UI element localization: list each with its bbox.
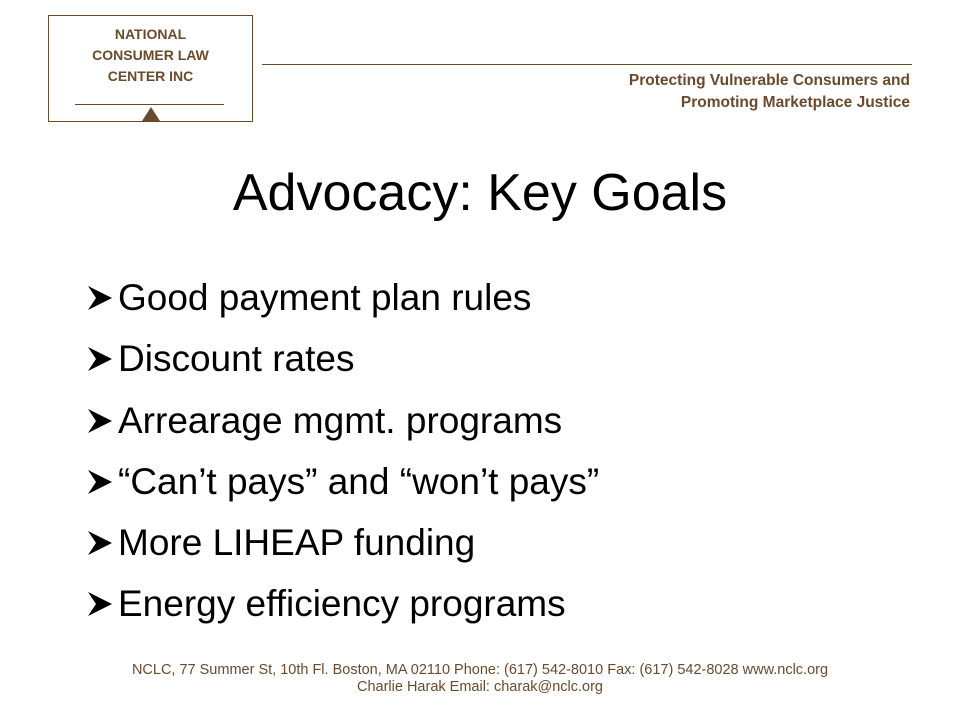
footer-contact-line: NCLC, 77 Summer St, 10th Fl. Boston, MA 02110 Phone: (617) 542-8010 Fax: (617) 542-8028 www.nclc.org bbox=[131, 662, 829, 678]
slide-title: Advocacy: Key Goals bbox=[232, 164, 728, 222]
list-item-text: Discount rates bbox=[118, 338, 355, 380]
arrowhead-bullet-icon bbox=[86, 590, 114, 618]
logo-line-3: CENTER INC bbox=[107, 68, 194, 84]
triangle-up-icon bbox=[142, 107, 160, 121]
tagline-line-1: Protecting Vulnerable Consumers and bbox=[628, 72, 910, 89]
footer bbox=[0, 662, 960, 696]
header-divider bbox=[262, 64, 912, 65]
footer-author-line: Charlie Harak Email: charak@nclc.org bbox=[357, 679, 603, 695]
arrowhead-bullet-icon bbox=[86, 529, 114, 557]
list-item-text: More LIHEAP funding bbox=[118, 522, 476, 564]
arrowhead-bullet-icon bbox=[86, 407, 114, 435]
list-item-text: Good payment plan rules bbox=[118, 277, 532, 318]
logo-text bbox=[49, 24, 252, 87]
arrowhead-bullet-icon bbox=[86, 284, 114, 312]
logo-line-1: NATIONAL bbox=[114, 26, 187, 42]
list-item-text: “Can’t pays” and “won’t pays” bbox=[118, 460, 600, 502]
arrowhead-bullet-icon bbox=[86, 345, 114, 373]
tagline bbox=[629, 70, 910, 114]
logo-line-2: CONSUMER LAW bbox=[92, 47, 209, 63]
logo-divider bbox=[75, 104, 224, 105]
arrowhead-bullet-icon bbox=[86, 468, 114, 496]
tagline-line-2: Promoting Marketplace Justice bbox=[680, 94, 910, 111]
list-item-text: Energy efficiency programs bbox=[118, 583, 566, 625]
nclc-logo bbox=[48, 15, 253, 122]
list-item-text: Arrearage mgmt. programs bbox=[118, 399, 563, 441]
